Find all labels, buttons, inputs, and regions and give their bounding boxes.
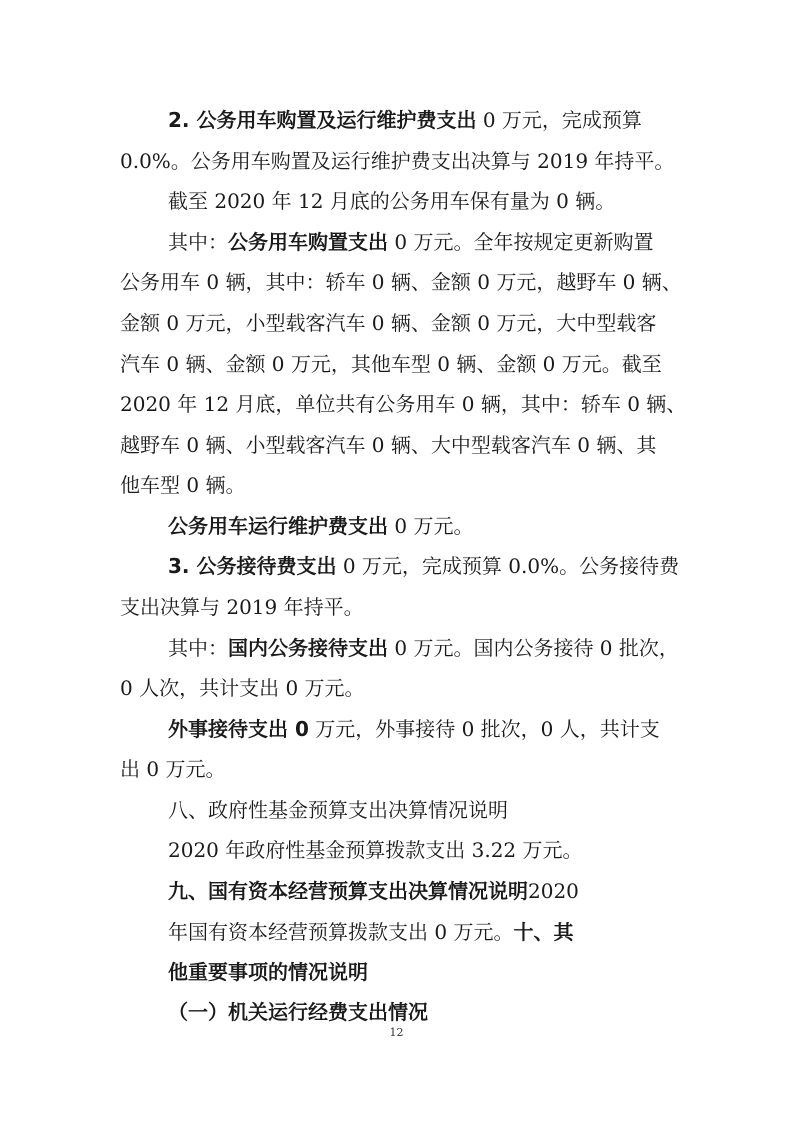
bold-text: 公务用车购置支出 (228, 230, 388, 254)
text-line (168, 918, 573, 946)
text-line (120, 268, 682, 296)
regular-text: 0 万元。国内公务接待 0 批次， (388, 636, 679, 660)
regular-text: 0.0%。公务用车购置及运行维护费支出决算与 2019 年持平。 (120, 149, 675, 173)
regular-text: 2020 年政府性基金预算拨款支出 3.22 万元。 (168, 838, 583, 862)
text-line (120, 593, 364, 621)
text-line (120, 309, 656, 337)
text-line (168, 836, 583, 864)
regular-text: 汽车 0 辆、金额 0 万元，其他车型 0 辆、金额 0 万元。截至 (120, 352, 662, 376)
bold-text: 公务用车运行维护费支出 (168, 514, 388, 538)
regular-text: 八、政府性基金预算支出决算情况说明 (168, 798, 508, 822)
text-line (168, 512, 473, 540)
regular-text: 年国有资本经营预算拨款支出 0 万元。 (168, 920, 514, 944)
text-line (168, 634, 679, 662)
text-line (168, 552, 679, 580)
regular-text: 其中： (168, 230, 228, 254)
regular-text: 公务用车 0 辆，其中：轿车 0 辆、金额 0 万元，越野车 0 辆、 (120, 270, 682, 294)
text-line (168, 106, 642, 134)
regular-text: 万元，外事接待 0 批次，0 人，共计支 (308, 717, 660, 741)
bold-text: 外事接待支出 0 (168, 717, 309, 741)
text-line (120, 431, 656, 459)
section-heading (168, 796, 508, 824)
regular-text: 支出决算与 2019 年持平。 (120, 595, 364, 619)
text-line (120, 390, 686, 418)
regular-text: 截至 2020 年 12 月底的公务用车保有量为 0 辆。 (168, 189, 616, 213)
text-line (120, 350, 662, 378)
text-line (168, 228, 653, 256)
bold-text: 十、其 (513, 920, 574, 944)
regular-text: 0 万元。 (388, 514, 474, 538)
regular-text: 越野车 0 辆、小型载客汽车 0 辆、大中型载客汽车 0 辆、其 (120, 433, 657, 457)
text-line (120, 755, 225, 783)
text-line (120, 471, 245, 499)
regular-text: 0 人次，共计支出 0 万元。 (120, 676, 365, 700)
regular-text: 0 万元，完成预算 (476, 108, 642, 132)
section-heading (168, 877, 579, 905)
subsection-heading (168, 998, 428, 1026)
text-line (168, 715, 660, 743)
text-line (168, 187, 615, 215)
bold-text: 2. 公务用车购置及运行维护费支出 (168, 108, 477, 132)
regular-text: 2020 年 12 月底，单位共有公务用车 0 辆，其中：轿车 0 辆、 (120, 392, 687, 416)
bold-text: 他重要事项的情况说明 (168, 960, 368, 984)
bold-text: 国内公务接待支出 (228, 636, 388, 660)
section-heading (168, 958, 368, 986)
regular-text: 金额 0 万元，小型载客汽车 0 辆、金额 0 万元，大中型载客 (120, 311, 657, 335)
regular-text: 0 万元。全年按规定更新购置 (388, 230, 654, 254)
bold-text: 3. 公务接待费支出 (168, 554, 337, 578)
text-line (120, 674, 365, 702)
page-number: 12 (389, 1026, 404, 1039)
regular-text: 出 0 万元。 (120, 757, 226, 781)
regular-text: 2020 (528, 879, 579, 903)
regular-text: 0 万元，完成预算 0.0%。公务接待费 (336, 554, 680, 578)
text-line (120, 147, 674, 175)
regular-text: 他车型 0 辆。 (120, 473, 246, 497)
regular-text: 其中： (168, 636, 228, 660)
bold-text: （一）机关运行经费支出情况 (168, 1000, 428, 1024)
bold-text: 九、国有资本经营预算支出决算情况说明 (168, 879, 528, 903)
